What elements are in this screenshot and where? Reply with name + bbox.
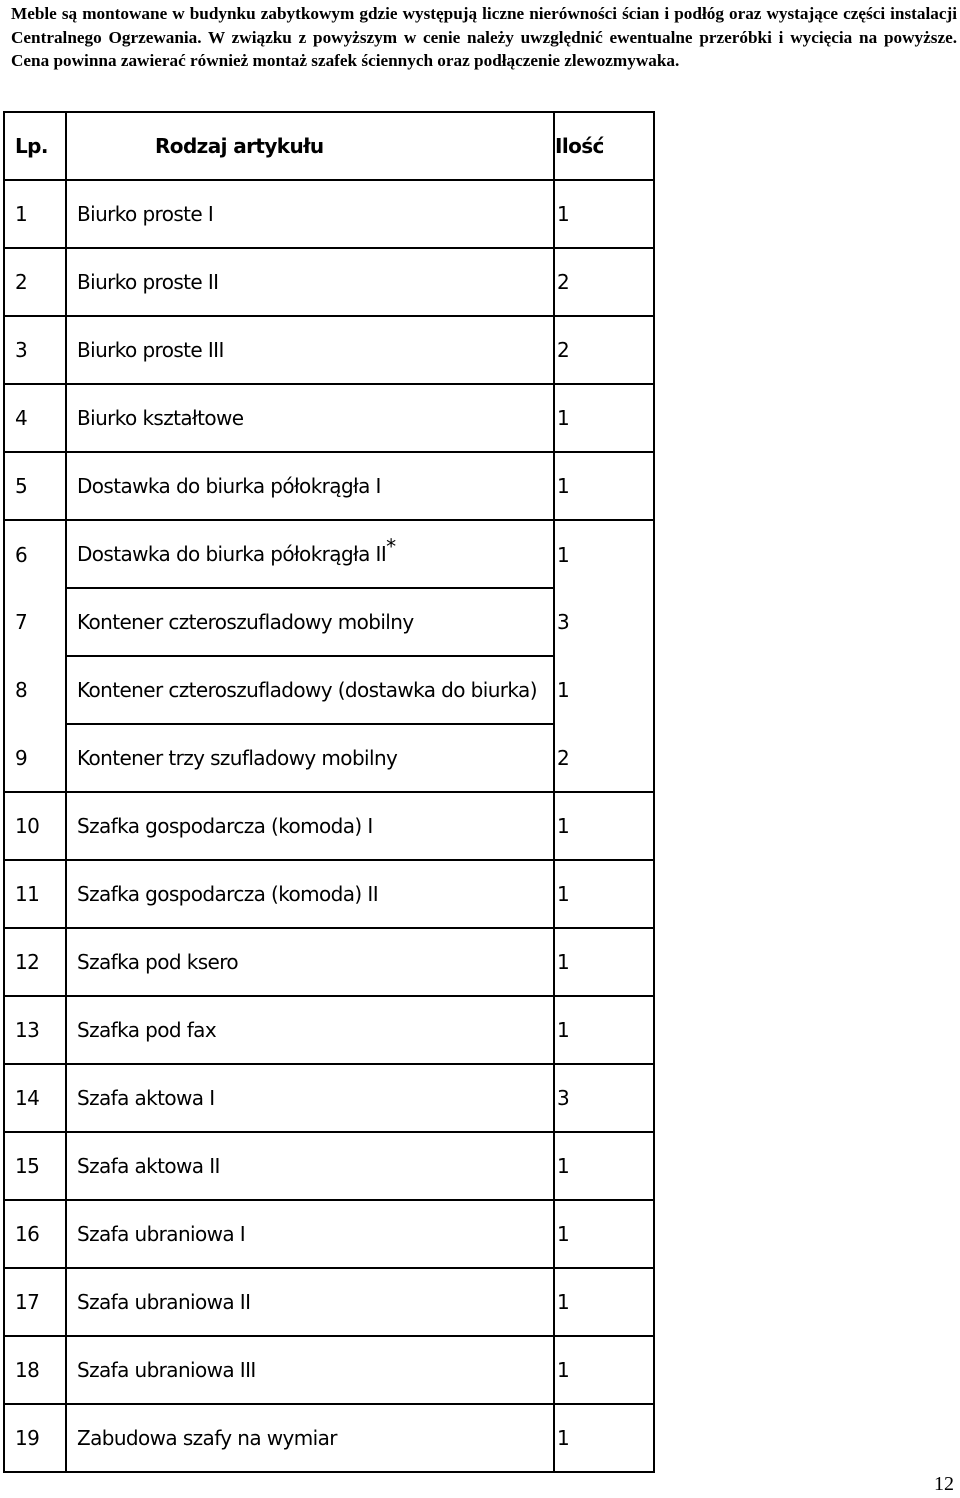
row-qty: 1 (554, 1404, 654, 1472)
row-name: Szafa ubraniowa I (66, 1200, 554, 1268)
row-qty: 1 (554, 996, 654, 1064)
table-row (4, 656, 654, 724)
row-qty: 1 (554, 384, 654, 452)
row-name: Kontener czteroszufladowy mobilny (66, 588, 554, 656)
row-qty: 3 (554, 588, 654, 656)
row-qty: 1 (554, 452, 654, 520)
row-qty: 1 (554, 656, 654, 724)
table-row (4, 1336, 654, 1404)
row-name: Zabudowa szafy na wymiar (66, 1404, 554, 1472)
table-row (4, 248, 654, 316)
row-lp: 2 (4, 248, 66, 316)
row-lp: 16 (4, 1200, 66, 1268)
table-row (4, 996, 654, 1064)
row-name: Biurko kształtowe (66, 384, 554, 452)
row-lp: 9 (4, 724, 66, 792)
row-name: Szafka pod ksero (66, 928, 554, 996)
row-name: Kontener trzy szufladowy mobilny (66, 724, 554, 792)
row-lp: 8 (4, 656, 66, 724)
table-row (4, 452, 654, 520)
table-row (4, 384, 654, 452)
row-lp: 17 (4, 1268, 66, 1336)
row-name: Szafa ubraniowa II (66, 1268, 554, 1336)
table-row (4, 180, 654, 248)
header-qty: Ilość (554, 112, 654, 180)
row-qty: 2 (554, 316, 654, 384)
row-lp: 1 (4, 180, 66, 248)
row-qty: 1 (554, 180, 654, 248)
row-qty: 1 (554, 1268, 654, 1336)
row-lp: 18 (4, 1336, 66, 1404)
row-lp: 5 (4, 452, 66, 520)
row-qty: 1 (554, 1200, 654, 1268)
row-qty: 1 (554, 1336, 654, 1404)
table-row (4, 792, 654, 860)
row-qty: 1 (554, 1132, 654, 1200)
row-qty: 2 (554, 248, 654, 316)
table-row (4, 316, 654, 384)
page-number: 12 (934, 1473, 954, 1495)
intro-paragraph: Meble są montowane w budynku zabytkowym gdzie występują liczne nierówności ścian i podłóg oraz wystające części instalacji Centralnego Ogrzewania. W związku z powyższym w cenie należy uwzględnić ewentualne przeróbki i wycięcia na powyższe. Cena powinna zawierać również montaż szafek ściennych oraz podłączenie zlewozmywaka. (11, 4, 957, 70)
row-name: Biurko proste I (66, 180, 554, 248)
table-row (4, 520, 654, 588)
row-qty: 3 (554, 1064, 654, 1132)
row-lp: 7 (4, 588, 66, 656)
row-name: Szafa aktowa II (66, 1132, 554, 1200)
footnote-mark: * (386, 534, 396, 559)
row-name (66, 520, 554, 588)
row-lp: 13 (4, 996, 66, 1064)
row-name: Kontener czteroszufladowy (dostawka do biurka) (66, 656, 554, 724)
table-row (4, 860, 654, 928)
row-name: Biurko proste III (66, 316, 554, 384)
row-lp: 3 (4, 316, 66, 384)
row-qty: 1 (554, 928, 654, 996)
row-qty: 2 (554, 724, 654, 792)
items-table (3, 111, 655, 1473)
row-name: Szafka gospodarcza (komoda) I (66, 792, 554, 860)
row-lp: 4 (4, 384, 66, 452)
row-name: Dostawka do biurka półokrągła I (66, 452, 554, 520)
table-row (4, 1132, 654, 1200)
table-header-row (4, 112, 654, 180)
row-lp: 11 (4, 860, 66, 928)
row-name: Szafka pod fax (66, 996, 554, 1064)
row-name: Szafa ubraniowa III (66, 1336, 554, 1404)
row-name: Szafa aktowa I (66, 1064, 554, 1132)
header-lp: Lp. (4, 112, 66, 180)
table-row (4, 1064, 654, 1132)
row-qty: 1 (554, 792, 654, 860)
header-name: Rodzaj artykułu (66, 112, 554, 180)
table-row (4, 1200, 654, 1268)
row-lp: 6 (4, 520, 66, 588)
row-lp: 10 (4, 792, 66, 860)
row-name: Biurko proste II (66, 248, 554, 316)
table-row (4, 588, 654, 656)
row-name: Szafka gospodarcza (komoda) II (66, 860, 554, 928)
table-row (4, 1268, 654, 1336)
row-qty: 1 (554, 520, 654, 588)
table-row (4, 928, 654, 996)
table-row (4, 724, 654, 792)
table-row (4, 1404, 654, 1472)
row-qty: 1 (554, 860, 654, 928)
row-lp: 19 (4, 1404, 66, 1472)
row-lp: 14 (4, 1064, 66, 1132)
row-lp: 12 (4, 928, 66, 996)
row-name-text: Dostawka do biurka półokrągła II (77, 542, 387, 566)
row-lp: 15 (4, 1132, 66, 1200)
